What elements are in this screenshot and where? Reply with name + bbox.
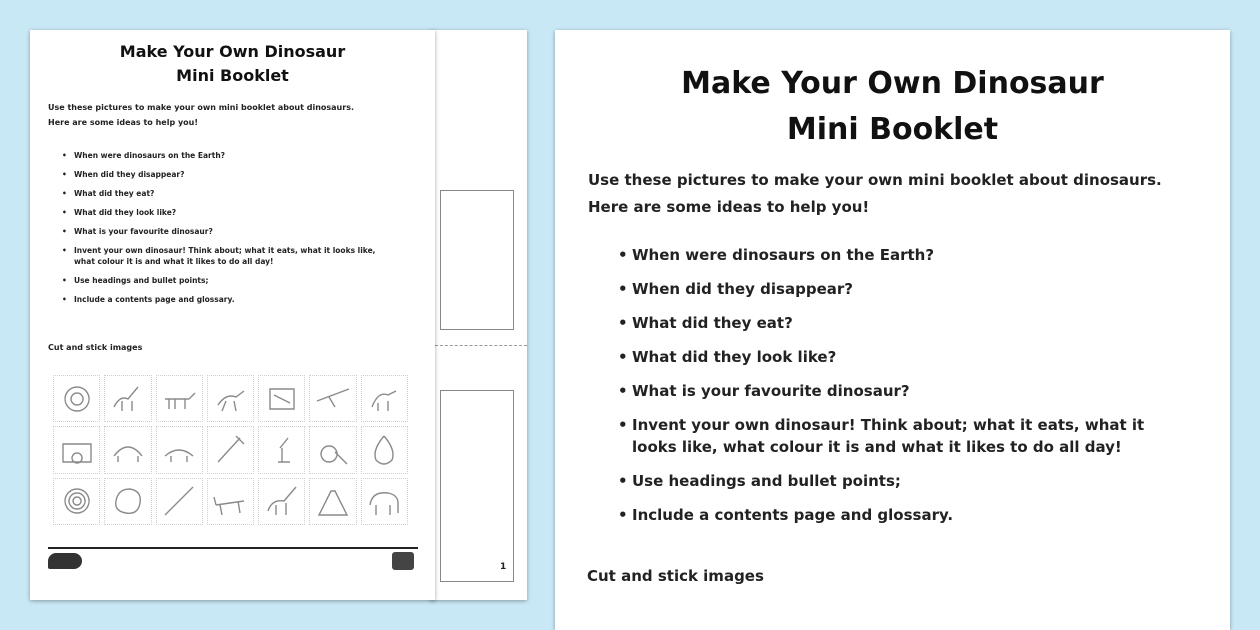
microscope-icon [262, 430, 302, 470]
badge-icon [392, 552, 414, 570]
list-item: • Use headings and bullet points; [618, 470, 1178, 492]
brush-icon [210, 430, 250, 470]
list-item: • What did they look like? [62, 207, 392, 218]
list-item: • What is your favourite dinosaur? [618, 380, 1178, 402]
intro-text: Use these pictures to make your own mini booklet about dinosaurs. [48, 103, 354, 112]
trowel-icon [159, 481, 199, 521]
grid-cell [53, 478, 100, 525]
longneck-icon [262, 481, 302, 521]
logo-icon [48, 553, 82, 569]
list-item: • What did they eat? [618, 312, 1178, 334]
intro-text: Here are some ideas to help you! [48, 118, 199, 127]
worksheet-thumbnail [30, 30, 435, 600]
worksheet-page [555, 30, 1230, 630]
stegosaurus-icon [108, 430, 148, 470]
ammonite-fossil-icon [57, 481, 97, 521]
list-item: • Invent your own dinosaur! Think about; what it eats, what it looks like, what colour it is and what it likes to do all day! [62, 245, 392, 267]
grid-cell [207, 375, 254, 422]
grid-cell [104, 426, 151, 473]
grid-cell [104, 478, 151, 525]
fossil-slab-icon [262, 379, 302, 419]
cut-heading: Cut and stick images [587, 567, 764, 585]
egg-icon [364, 430, 404, 470]
cut-heading: Cut and stick images [48, 343, 143, 352]
camera-icon [57, 430, 97, 470]
list-item: • Invent your own dinosaur! Think about; what it eats, what it looks like, what colour it is and what it likes to do all day! [618, 414, 1178, 458]
list-item: • Include a contents page and glossary. [62, 294, 392, 305]
grid-cell [309, 426, 356, 473]
cut-line [430, 345, 527, 346]
trex-skeleton-icon [159, 379, 199, 419]
volcano-icon [313, 481, 353, 521]
page-title: Make Your Own Dinosaur [681, 66, 1104, 101]
back-worksheet-page [430, 30, 527, 600]
ankylosaurus-icon [159, 430, 199, 470]
image-grid [53, 375, 408, 525]
intro-text: Here are some ideas to help you! [588, 198, 870, 216]
grid-cell [258, 375, 305, 422]
image-box [440, 390, 514, 582]
page-title: Make Your Own Dinosaur [119, 42, 346, 61]
magnifier-icon [313, 430, 353, 470]
list-item: • What did they look like? [618, 346, 1178, 368]
ideas-list [62, 150, 392, 313]
pterosaur-icon [313, 379, 353, 419]
list-item: • When did they disappear? [618, 278, 1178, 300]
grid-cell [309, 375, 356, 422]
grid-cell [258, 478, 305, 525]
intro-text: Use these pictures to make your own mini booklet about dinosaurs. [588, 171, 1162, 189]
list-item: • Include a contents page and glossary. [618, 504, 1178, 526]
ideas-list [618, 244, 1178, 538]
list-item: • When were dinosaurs on the Earth? [618, 244, 1178, 266]
ammonite-icon [57, 379, 97, 419]
image-box [440, 190, 514, 330]
grid-cell [361, 478, 408, 525]
page-subtitle: Mini Booklet [176, 66, 289, 85]
footer-rule [48, 547, 418, 549]
skeleton-icon [210, 481, 250, 521]
grid-cell [258, 426, 305, 473]
list-item: • When were dinosaurs on the Earth? [62, 150, 392, 161]
grid-cell [361, 375, 408, 422]
list-item: • What did they eat? [62, 188, 392, 199]
grid-cell [156, 426, 203, 473]
grid-cell [207, 426, 254, 473]
grid-cell [361, 426, 408, 473]
page-subtitle: Mini Booklet [786, 112, 999, 147]
grid-cell [207, 478, 254, 525]
grid-cell [53, 375, 100, 422]
grid-cell [53, 426, 100, 473]
list-item: • When did they disappear? [62, 169, 392, 180]
grid-cell [156, 375, 203, 422]
grid-cell [156, 478, 203, 525]
page-number: 1 [500, 562, 507, 572]
dinosaur-icon [364, 379, 404, 419]
grid-cell [104, 375, 151, 422]
rock-icon [108, 481, 148, 521]
sauropod-icon [108, 379, 148, 419]
mammoth-icon [364, 481, 404, 521]
raptor-icon [210, 379, 250, 419]
list-item: • What is your favourite dinosaur? [62, 226, 392, 237]
list-item: • Use headings and bullet points; [62, 275, 392, 286]
grid-cell [309, 478, 356, 525]
